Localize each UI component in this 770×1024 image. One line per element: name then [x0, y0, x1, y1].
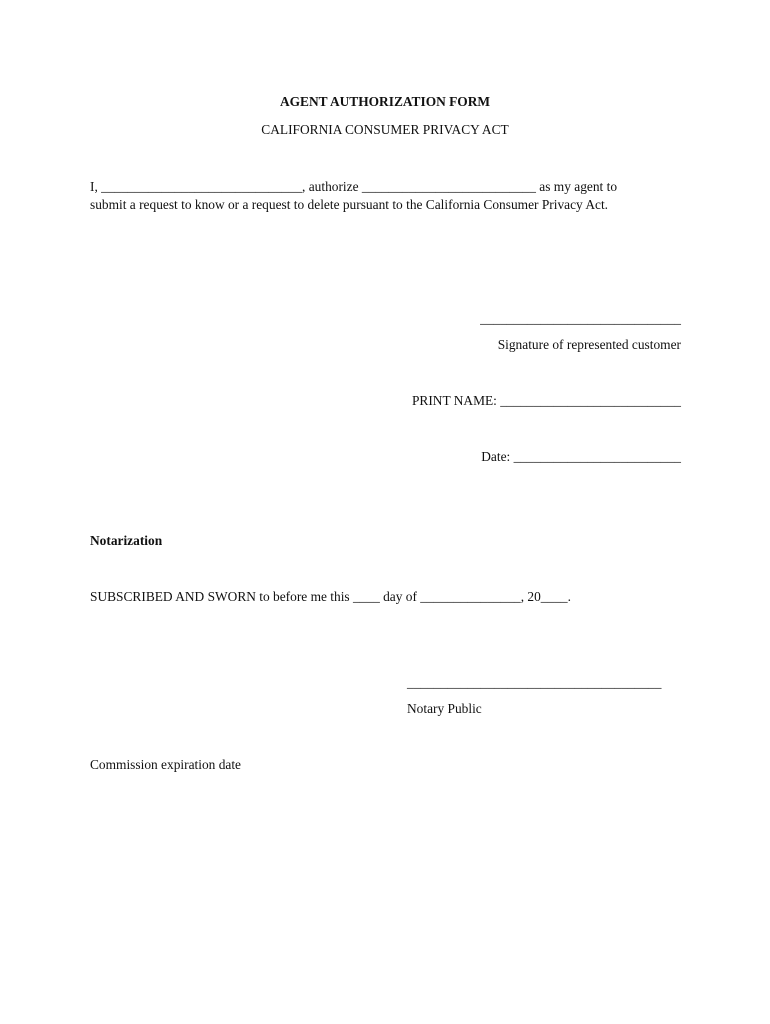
authorization-paragraph-line-2: submit a request to know or a request to delete pursuant to the California Consumer Privacy Act. [90, 197, 609, 212]
notary-public-label: Notary Public [407, 701, 482, 716]
form-subtitle: CALIFORNIA CONSUMER PRIVACY ACT [261, 122, 509, 137]
date-field: Date: _________________________ [481, 449, 681, 464]
notary-signature-line: ______________________________________ [407, 675, 662, 690]
authorization-paragraph-line-1: I, ______________________________, authorize __________________________ as my agent to [90, 179, 618, 194]
form-title: AGENT AUTHORIZATION FORM [279, 94, 491, 109]
notarization-heading: Notarization [90, 533, 163, 548]
customer-signature-label: Signature of represented customer [497, 337, 681, 352]
sworn-statement: SUBSCRIBED AND SWORN to before me this ____ day of _______________, 20____. [90, 589, 571, 604]
commission-expiration-label: Commission expiration date [90, 757, 241, 772]
print-name-field: PRINT NAME: ___________________________ [411, 393, 681, 408]
customer-signature-line: ______________________________ [480, 311, 681, 326]
